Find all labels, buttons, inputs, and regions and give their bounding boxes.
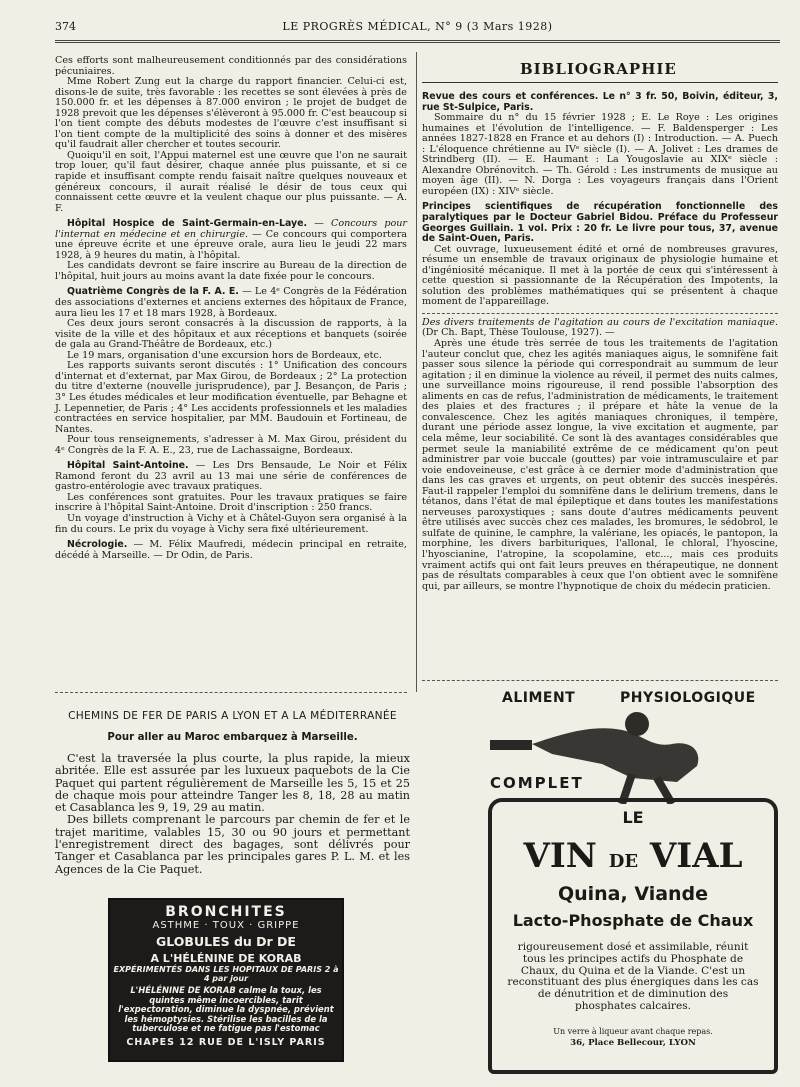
paragraph: Ces deux jours seront consacrés à la discussion de rapports, à la visite de la ville et des hôpitaux et aux réceptions et banquets (soirée de gala au Grand-Théâtre de Bordeaux, etc.) (55, 318, 407, 351)
railway-advertisement (55, 698, 410, 876)
news-item-saint-antoine (55, 461, 407, 493)
ad-product: GLOBULES du Dr DE (156, 934, 296, 949)
bibliography-entry: Principes scientifiques de récupération fonctionnelle des paralytiques par le Docteur Gabriel Bidou. Préface du Professeur Georges Guillain. 1 vol. Prix : 20 fr. Le livre pour tous, 37, avenue de Saint-Ouen, Paris. (422, 201, 778, 245)
paragraph: Les conférences sont gratuites. Pour les travaux pratiques se faire inscrire à l'hôpital Saint-Antoine. Droit d'inscription : 250 francs. (55, 491, 407, 514)
news-item-congres (55, 287, 407, 319)
ad-title: CHEMINS DE FER DE PARIS A LYON ET A LA MÉDITERRANÉE (68, 710, 397, 722)
news-heading: Quatrième Congrès de la F. A. E. (67, 286, 239, 298)
paragraph: Après une étude très serrée de tous les traitements de l'agitation l'auteur conclut que, chez les agités maniaques aigus, le somnifène fait passer sous silence la période qui correspondrait au summum de leur agitation ; il en diminue la violence au réveil, il permet des nuits calmes, une surveillance moins rigoureuse, il rend possible l'absorption des aliments en cas de refus, l'administration de médicaments, le traitement des plaies et des fractures ; il prépare et hâte la venue de la convalescence. Chez les agités maniaques chroniques, il tempère, durant une période assez longue, la vive excitation et augmente, par cela même, leur sociabilité. Ce sont là des avantages considérables que permet seule la maniabilité extrême de ce médicament qu'on peut administrer par voie buccale (gouttes) par voie intramusculaire et par voie endoveineuse, c'est grâce à ce dernier mode d'administration que dans les cas graves et urgents, on peut obtenir des succès inespérés. Faut-il rappeler l'emploi du somnifène dans le delirium tremens, dans le tétanos, dans l'état de mal épileptique et dans toutes les manifestations nerveuses paroxystiques ; sans doute d'autres médicaments peuvent être utilisés avec succès chez ces malades, les bromures, le sédobrol, le sulfate de quinine, le camphre, la valériane, les opiacés, le pantopon, la morphine, les divers barbituriques, l'allonal, le chloral, l'hyoscine, l'hyoscianine, l'atropine, la scopolamine, etc..., mais ces produits vraiment actifs qui ont fait leurs preuves en thérapeutique, ne donnent pas de résultats comparables à ceux que l'on obtient avec le somnifène qui, par ailleurs, se montre l'hypnotique de choix du médecin praticien. (422, 338, 778, 592)
brand-word-vial: VIAL (649, 836, 743, 876)
section-rule (422, 680, 778, 681)
section-title: BIBLIOGRAPHIE (520, 60, 677, 78)
paragraph: Les rapports suivants seront discutés : 1° Unification des concours d'internat et d'externat, par Max Girou, de Bordeaux ; 2° La protection du titre d'externe (nouvelle jurisprudence), par J. Besançon, de Paris ; 3° Les études médicales et leur modification éventuelle, par Behagne et J. Lepennetier, de Paris ; 4° Les accidents professionnels et les maladies contractées en service hospitalier, par MM. Baudouin et Fortineau, de Nantes. (55, 360, 407, 435)
bibliography-entry: Revue des cours et conférences. Le n° 3 fr. 50, Boivin, éditeur, 3, rue St-Sulpice, Paris. (422, 91, 778, 113)
running-header (55, 20, 780, 36)
section-rule (422, 313, 778, 314)
paragraph: Quoiqu'il en soit, l'Appui maternel est une œuvre que l'on ne saurait trop louer, qu'il faut désirer, chaque année plus puissante, et si ce rapide et insuffisant compte rendu faisait naître quelques nouveaux et généreux concours, il aurait réalisé le désir de tous ceux qui connaissent cette œuvre et la veulent chaque our plus puissante. — A. F. (55, 149, 407, 214)
vin-de-vial-advertisement (482, 690, 780, 1070)
brand-word-vin: VIN (523, 836, 597, 876)
right-column (422, 92, 778, 592)
ad-headline-left: ALIMENT (502, 690, 576, 706)
entry-reference: (Dr Ch. Bapt, Thèse Toulouse, 1927). — (422, 327, 615, 339)
header-rule (55, 40, 780, 43)
paragraph: Cet ouvrage, luxueusement édité et orné de nombreuses gravures, résume un ensemble de travaux originaux de physiologie humaine et d'ingéniosité mécanique. Il met à la portée de ceux qui s'intéressent à cette question si passionnante de la Récupération des Impotents, la solution des problèmes mathématiques qui se présentent à chaque moment de l'appareillage. (422, 243, 778, 308)
paragraph: Pour tous renseignements, s'adresser à M. Max Girou, président du 4ᵉ Congrès de la F. A. E., 23, rue de Lachassaigne, Bordeaux. (55, 434, 407, 456)
news-subheading: — Concours pour l'internat en médecine et en chirurgie. (55, 218, 407, 240)
paragraph: Ces efforts sont malheureusement conditionnés par des considérations pécuniaires. (55, 55, 407, 77)
news-item-saint-germain (55, 219, 407, 261)
ad-paragraph: Des billets comprenant le parcours par chemin de fer et le trajet maritime, valables 15, 30 ou 90 jours et permettant l'enregistrement direct des bagages, sont délivrés pour Tanger et Casablanca par les principales gares P. L. M. et les Agences de la Cie Paquet. (55, 813, 410, 876)
ad-complet: COMPLET (490, 774, 584, 792)
section-rule (422, 82, 778, 83)
ad-article: LE (622, 808, 644, 827)
news-heading: Hôpital Hospice de Saint-Germain-en-Laye. (67, 218, 308, 230)
news-heading: Hôpital Saint-Antoine. (67, 460, 189, 472)
ad-paragraph: C'est la traversée la plus courte, la plus rapide, la mieux abritée. Elle est assurée par les luxueux paquebots de la Cie Paquet qui partent régulièrement de Marseille les 5, 15 et 25 de chaque mois pour atteindre Tanger les 8, 18, 28 au matin et Casablanca les 9, 19, 29 au matin. (55, 752, 410, 815)
ad-brand (488, 837, 778, 881)
left-column (55, 56, 407, 561)
news-text: — M. Félix Maufredi, médecin principal en retraite, décédé à Marseille. — Dr Odin, de Paris. (55, 539, 407, 561)
column-divider (416, 52, 417, 692)
running-title: LE PROGRÈS MÉDICAL, N° 9 (3 Mars 1928) (282, 20, 553, 33)
ad-product-name: A L'HÉLÉNINE DE KORAB (150, 952, 302, 965)
ad-claims: L'HÉLÉNINE DE KORAB calme la toux, les quintes même incoercibles, tarit l'expectoration, diminue la dyspnée, prévient les hémoptysies. Stérilise les bacilles de la tuberculose et ne fatigue pas l'estomac (118, 985, 334, 1033)
paragraph: Sommaire du n° du 15 février 1928 ; E. Le Roye : Les origines humaines et l'évolution de l'intelligence. — F. Baldensperger : Les années 1827-1828 en France et au dehors (I) : Introduction. — A. Puech : L'éloquence chrétienne au IVᵉ siècle (I). — A. Jolivet : Les drames de Strindberg (II). — E. Haumant : La Yougoslavie au XIXᵉ siècle : Alexandre Obrénovitch. — Th. Gérold : Les instruments de musique au moyen âge (II). — N. Dorga : Les voyageurs français dans l'Orient européen (IX) : XIVᵉ siècle. (422, 112, 778, 197)
paragraph: Mme Robert Zung eut la charge du rapport financier. Celui-ci est, disons-le de suite, très favorable : les recettes se sont élevées à près de 150.000 fr. et les dépenses à 87.000 environ ; le projet de budget de 1928 prevoit que les dépenses s'élèveront à 95.000 fr. C'est beaucoup si l'on tient compte des débuts modestes de l'œuvre c'est insuffisant si l'on tient compte de la multiplicité des soins à donner et des misères qu'il faudrait aller chercher et toutes secourir. (55, 76, 408, 151)
news-item-necrologie (55, 540, 407, 561)
page-number: 374 (55, 20, 76, 33)
ad-headline: BRONCHITES (165, 904, 287, 920)
bibliography-entry (422, 318, 778, 339)
ad-address: CHAPES 12 RUE DE L'ISLY PARIS (126, 1036, 326, 1048)
paragraph: Les candidats devront se faire inscrire au Bureau de la direction de l'hôpital, huit jours au moins avant la date fixée pour le concours. (55, 260, 407, 282)
news-text: — Ce concours qui comportera une épreuve écrite et une épreuve orale, aura lieu le jeudi 22 mars 1928, à 9 heures du matin, à l'hôpital. (55, 228, 408, 261)
ad-address: 36, Place Bellecour, LYON (570, 1037, 696, 1048)
paragraph: Le 19 mars, organisation d'une excursion hors de Bordeaux, etc. (67, 349, 382, 361)
ad-symptoms: ASTHME · TOUX · GRIPPE (152, 920, 300, 931)
korab-advertisement (108, 898, 344, 1062)
ad-headline-right: PHYSIOLOGIQUE (620, 690, 756, 706)
brand-word-de: DE (608, 851, 639, 872)
ad-dosage: Un verre à liqueur avant chaque repas. (553, 1026, 713, 1036)
paragraph: Un voyage d'instruction à Vichy et à Châtel-Guyon sera organisé à la fin du cours. Le prix du voyage à Vichy sera fixé ultérieurement. (55, 512, 407, 535)
ad-description: rigoureusement dosé et assimilable, réunit tous les principes actifs du Phosphate de Chaux, du Quina et de la Viande. C'est un reconstituant des plus énergiques dans les cas de dénutrition et de diminution des phosphates calcaires. (507, 941, 759, 1012)
ad-subtitle: Pour aller au Maroc embarquez à Marseille. (107, 732, 358, 743)
news-text: — Le 4ᵉ Congrès de la Fédération des associations d'externes et anciens externes des hôpitaux de France, aura lieu les 17 et 18 mars 1928, à Bordeaux. (55, 286, 407, 319)
ad-trial-note: EXPÉRIMENTÉS DANS LES HOPITAUX DE PARIS 2 à 4 par jour (113, 965, 339, 983)
news-heading: Nécrologie. (67, 539, 128, 551)
section-rule (55, 692, 407, 693)
ad-ingredients: Quina, Viande (557, 883, 709, 905)
entry-title: Des divers traitements de l'agitation au cours de l'excitation maniaque. (422, 316, 778, 328)
ad-ingredient-line: Lacto-Phosphate de Chaux (512, 911, 754, 930)
news-text: — Les Drs Bensaude, Le Noir et Félix Ramond feront du 23 avril au 13 mai une série de conférences de gastro-entérologie avec travaux pratiques. (55, 460, 407, 493)
